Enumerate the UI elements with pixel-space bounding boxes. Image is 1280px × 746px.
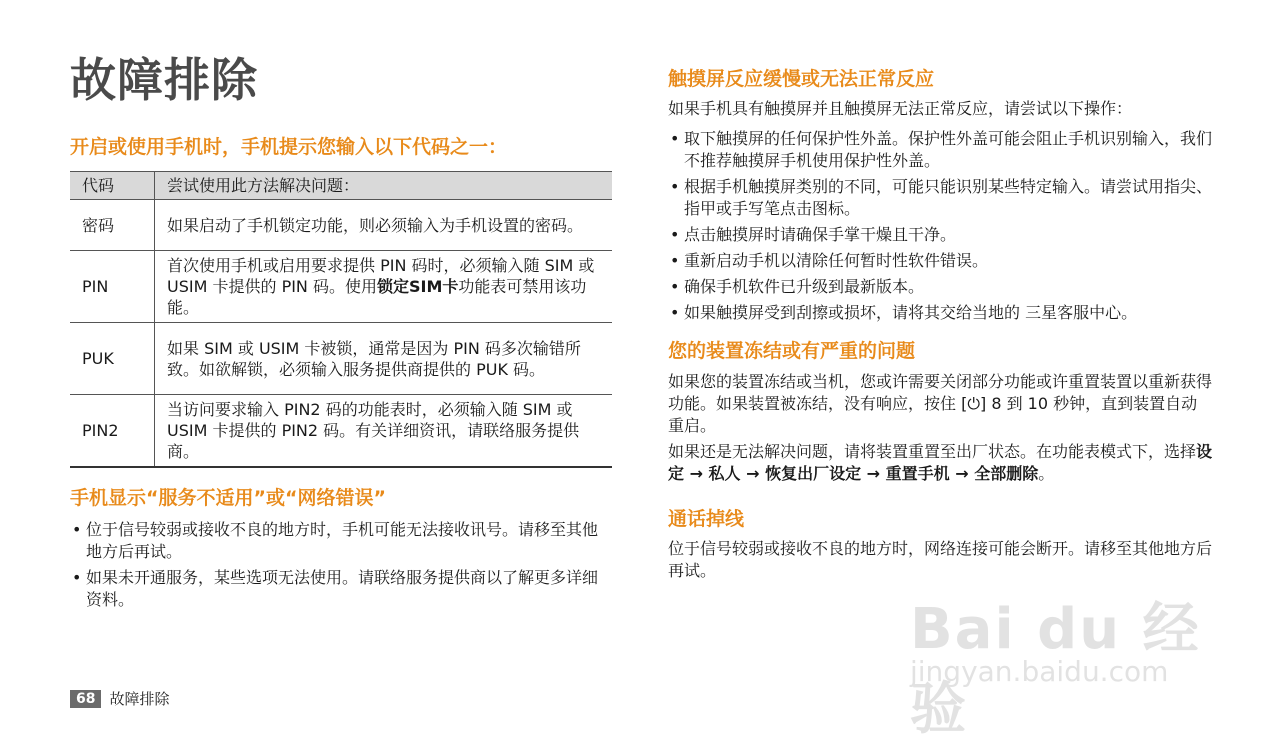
table-row bbox=[70, 200, 612, 251]
section-network-heading: 手机显示“服务不适用”或“网络错误” bbox=[70, 487, 386, 509]
watermark-logo: Bai du 经验 bbox=[910, 597, 1201, 742]
list-item: • 重新启动手机以清除任何暂时性软件错误。 bbox=[668, 250, 1213, 272]
list-item: • 取下触摸屏的任何保护性外盖。保护性外盖可能会阻止手机识别输入，我们不推荐触摸屏手机使用保护性外盖。 bbox=[668, 128, 1213, 172]
menu-name-lock-sim: 锁定SIM卡 bbox=[377, 277, 459, 296]
column-header-code: 代码 bbox=[70, 172, 155, 200]
reset-menu-path: 设定 → 私人 → 恢复出厂设定 → 重置手机 → 全部删除 bbox=[668, 442, 1213, 483]
list-item: • 如果触摸屏受到刮擦或损坏，请将其交给当地的 三星客服中心。 bbox=[668, 302, 1213, 324]
column-header-solution: 尝试使用此方法解决问题： bbox=[155, 172, 613, 200]
footer-label: 故障排除 bbox=[109, 690, 170, 708]
freeze-text: 如果还是无法解决问题，请将装置重置至出厂状态。在功能表模式下，选择 bbox=[668, 442, 1197, 461]
codes-table bbox=[70, 171, 612, 468]
solution-cell: 如果启动了手机锁定功能，则必须输入为手机设置的密码。 bbox=[155, 200, 613, 251]
section-codes-heading: 开启或使用手机时，手机提示您输入以下代码之一： bbox=[70, 136, 508, 158]
power-icon: ⏻ bbox=[967, 394, 980, 413]
list-item: • 如果未开通服务，某些选项无法使用。请联络服务提供商以了解更多详细资料。 bbox=[70, 567, 612, 611]
network-bullet-list bbox=[70, 519, 612, 615]
list-item: • 确保手机软件已升级到最新版本。 bbox=[668, 276, 1213, 298]
watermark-url: jingyan.baidu.com bbox=[910, 655, 1169, 688]
section-call-drop-heading: 通话掉线 bbox=[668, 508, 745, 530]
code-cell: PIN2 bbox=[70, 395, 155, 468]
freeze-text: ] 8 到 10 秒钟，直到装置自动重启。 bbox=[668, 394, 1198, 435]
page-number: 68 bbox=[70, 690, 101, 708]
solution-text: 首次使用手机或启用要求提供 PIN 码时，必须输入随 SIM 或 USIM 卡提供的 PIN 码。使用 bbox=[167, 256, 595, 296]
solution-cell bbox=[155, 251, 613, 323]
code-cell: PIN bbox=[70, 251, 155, 323]
solution-cell: 如果 SIM 或 USIM 卡被锁，通常是因为 PIN 码多次输错所致。如欲解锁，必须输入服务提供商提供的 PUK 码。 bbox=[155, 323, 613, 395]
table-row bbox=[70, 395, 612, 468]
touchscreen-bullet-list bbox=[668, 128, 1213, 328]
freeze-text: 如果您的装置冻结或当机，您或许需要关闭部分功能或许重置装置以重新获得功能。如果装置被冻结，没有响应，按住 [ bbox=[668, 372, 1213, 413]
table-row bbox=[70, 251, 612, 323]
freeze-paragraph-2 bbox=[668, 441, 1213, 485]
list-item: • 根据手机触摸屏类别的不同，可能只能识别某些特定输入。请尝试用指尖、指甲或手写笔点击图标。 bbox=[668, 176, 1213, 220]
code-cell: 密码 bbox=[70, 200, 155, 251]
call-drop-paragraph: 位于信号较弱或接收不良的地方时，网络连接可能会断开。请移至其他地方后再试。 bbox=[668, 539, 1213, 580]
list-item: • 点击触摸屏时请确保手掌干燥且干净。 bbox=[668, 224, 1213, 246]
touchscreen-intro: 如果手机具有触摸屏并且触摸屏无法正常反应，请尝试以下操作： bbox=[668, 99, 1133, 118]
code-cell: PUK bbox=[70, 323, 155, 395]
table-row bbox=[70, 323, 612, 395]
period: 。 bbox=[1038, 464, 1055, 483]
freeze-paragraph-1 bbox=[668, 371, 1213, 437]
page-title: 故障排除 bbox=[70, 53, 258, 107]
solution-cell: 当访问要求输入 PIN2 码的功能表时，必须输入随 SIM 或 USIM 卡提供的 PIN2 码。有关详细资讯，请联络服务提供商。 bbox=[155, 395, 613, 468]
page-footer bbox=[70, 688, 170, 709]
section-freeze-heading: 您的装置冻结或有严重的问题 bbox=[668, 340, 916, 362]
table-header-row bbox=[70, 172, 612, 200]
list-item: • 位于信号较弱或接收不良的地方时，手机可能无法接收讯号。请移至其他地方后再试。 bbox=[70, 519, 612, 563]
solution-text: 功能表可禁用该功能。 bbox=[167, 277, 587, 317]
section-touchscreen-heading: 触摸屏反应缓慢或无法正常反应 bbox=[668, 68, 935, 90]
